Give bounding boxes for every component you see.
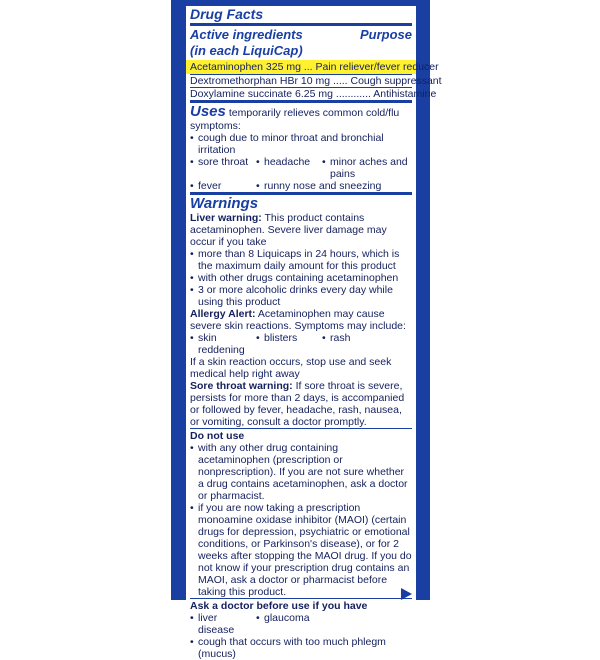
uses-item-runny-nose: • runny nose and sneezing	[256, 180, 412, 192]
allergy-symptoms-row	[190, 332, 412, 356]
allergy-alert-label: Allergy Alert:	[190, 308, 256, 320]
allergy-alert	[190, 308, 412, 332]
liver-warning-text: This product contains acetaminophen. Severe liver damage may occur if you take	[190, 212, 387, 248]
uses-item-aches: • minor aches and pains	[322, 156, 412, 180]
allergy-after-text: If a skin reaction occurs, stop use and seek medical help right away	[190, 356, 392, 380]
liver-warning-label: Liver warning:	[190, 212, 262, 224]
do-not-use-item-acetaminophen: • with any other drug containing acetaminophen (prescription or nonprescription). If you are not sure whether a drug contains acetaminophen, ask a doctor or pharmacist.	[190, 442, 412, 502]
active-ingredients-section	[190, 23, 442, 100]
uses-item-sore-throat: • sore throat	[190, 156, 256, 180]
active-ingredients-subheading: (in each LiquiCap)	[190, 43, 303, 58]
allergy-item-blisters: • blisters	[256, 332, 322, 356]
purpose-heading: Purpose	[359, 27, 412, 42]
uses-heading: Uses	[190, 103, 226, 120]
uses-item-cough: • cough due to minor throat and bronchial irritation	[190, 132, 412, 156]
uses-grid-row-2	[190, 180, 412, 192]
active-ingredients-heading: Active ingredients	[190, 27, 303, 42]
uses-section	[190, 100, 412, 192]
uses-grid-row-1	[190, 156, 412, 180]
ask-item-cough: • cough that occurs with too much phlegm (mucus)	[190, 636, 412, 660]
ask-item-liver-disease: • liver disease	[190, 612, 256, 636]
drug-facts-panel	[184, 4, 442, 660]
allergy-item-reddening: • skin reddening	[190, 332, 256, 356]
ask-doctor-row	[190, 612, 412, 636]
liver-warning	[190, 212, 412, 248]
ingredient-doxylamine: Doxylamine succinate 6.25 mg ............ Antihistamine	[190, 88, 437, 100]
ask-doctor-heading: Ask a doctor before use if you have	[190, 600, 368, 612]
do-not-use-item-maoi: • if you are now taking a prescription monoamine oxidase inhibitor (MAOI) (certain drugs for depression, psychiatric or emotional conditions, or Parkinson's disease), or for 2 weeks after stopping the MAOI drug. If you do not know if your prescription drug contains an MAOI, ask a doctor or pharmacist before taking this product.	[190, 502, 412, 598]
sore-throat-warning	[190, 380, 412, 428]
uses-item-headache: • headache	[256, 156, 322, 180]
uses-intro-line	[190, 104, 412, 132]
ingredient-dextromethorphan: Dextromethorphan HBr 10 mg ..... Cough suppressant	[190, 75, 442, 87]
allergy-alert-text: Acetaminophen may cause severe skin reactions. Symptoms may include:	[190, 308, 406, 332]
liver-item-other-drugs: • with other drugs containing acetaminophen	[190, 272, 412, 284]
warnings-heading: Warnings	[190, 195, 259, 212]
do-not-use-section	[190, 428, 412, 598]
sore-throat-label: Sore throat warning:	[190, 380, 293, 392]
sore-throat-text: If sore throat is severe, persists for more than 2 days, is accompanied or followed by fever, headache, rash, nausea, or vomiting, consult a doctor promptly.	[190, 380, 405, 428]
uses-item-fever: • fever	[190, 180, 256, 192]
ingredient-acetaminophen: Acetaminophen 325 mg ... Pain reliever/fever reducer	[186, 60, 416, 74]
continue-arrow-icon	[401, 588, 412, 600]
uses-intro: temporarily relieves common cold/flu symptoms:	[190, 107, 400, 132]
liver-item-alcohol: • 3 or more alcoholic drinks every day while using this product	[190, 284, 412, 308]
do-not-use-heading: Do not use	[190, 430, 245, 442]
active-ingredients-header	[190, 27, 412, 43]
allergy-item-rash: • rash	[322, 332, 412, 356]
warnings-section	[190, 192, 412, 428]
ask-item-glaucoma: • glaucoma	[256, 612, 412, 636]
ask-doctor-section	[190, 598, 412, 660]
drug-facts-title: Drug Facts	[190, 6, 264, 22]
liver-item-dose: • more than 8 Liquicaps in 24 hours, which is the maximum daily amount for this product	[190, 248, 412, 272]
